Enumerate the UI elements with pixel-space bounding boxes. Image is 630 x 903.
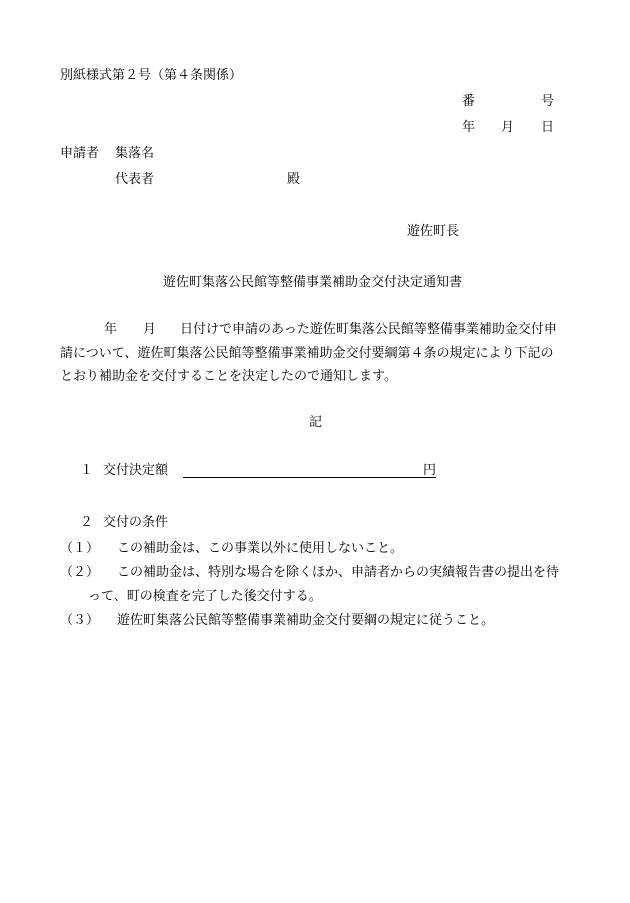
- item-2-number: ２: [80, 515, 94, 530]
- condition-2-continuation: って、町の検査を完了した後交付する。: [88, 589, 322, 604]
- date-year: 年: [462, 120, 476, 135]
- community-name-label: 集落名: [115, 146, 155, 161]
- body-line-1: 日付けで申請のあった遊佐町集落公民館等整備事業補助金交付申: [180, 322, 557, 337]
- item-2-label: 交付の条件: [103, 515, 169, 530]
- condition-2-text: この補助金は、特別な場合を除くほか、申請者からの実績報告書の提出を待: [117, 565, 560, 580]
- number-go: 号: [541, 94, 555, 109]
- amount-underline: [183, 477, 436, 478]
- honorific: 殿: [287, 172, 301, 187]
- item-1-unit: 円: [423, 463, 437, 478]
- body-line-3: とおり補助金を交付することを決定したので通知します。: [60, 369, 397, 384]
- condition-2-number: （２）: [60, 565, 100, 580]
- form-label: 別紙様式第２号（第４条関係）: [60, 68, 243, 83]
- applicant-label: 申請者: [60, 146, 100, 161]
- issuer: 遊佐町長: [407, 224, 460, 239]
- condition-3-text: 遊佐町集落公民館等整備事業補助金交付要綱の規定に従うこと。: [117, 613, 495, 628]
- date-month: 月: [501, 120, 515, 135]
- body-line-2: 請について、遊佐町集落公民館等整備事業補助金交付要綱第４条の規定により下記の: [60, 346, 554, 361]
- item-1-label: 交付決定額: [103, 463, 169, 478]
- condition-1-number: （１）: [60, 541, 100, 556]
- condition-3-number: （３）: [60, 613, 100, 628]
- date-day: 日: [541, 120, 555, 135]
- number-ban: 番: [462, 94, 476, 109]
- representative-label: 代表者: [115, 172, 155, 187]
- item-1-number: １: [80, 463, 94, 478]
- body-month: 月: [143, 322, 157, 337]
- document-title: 遊佐町集落公民館等整備事業補助金交付決定通知書: [163, 275, 463, 290]
- ki-heading: 記: [309, 415, 323, 430]
- condition-1-text: この補助金は、この事業以外に使用しないこと。: [117, 541, 404, 556]
- body-year: 年: [104, 322, 118, 337]
